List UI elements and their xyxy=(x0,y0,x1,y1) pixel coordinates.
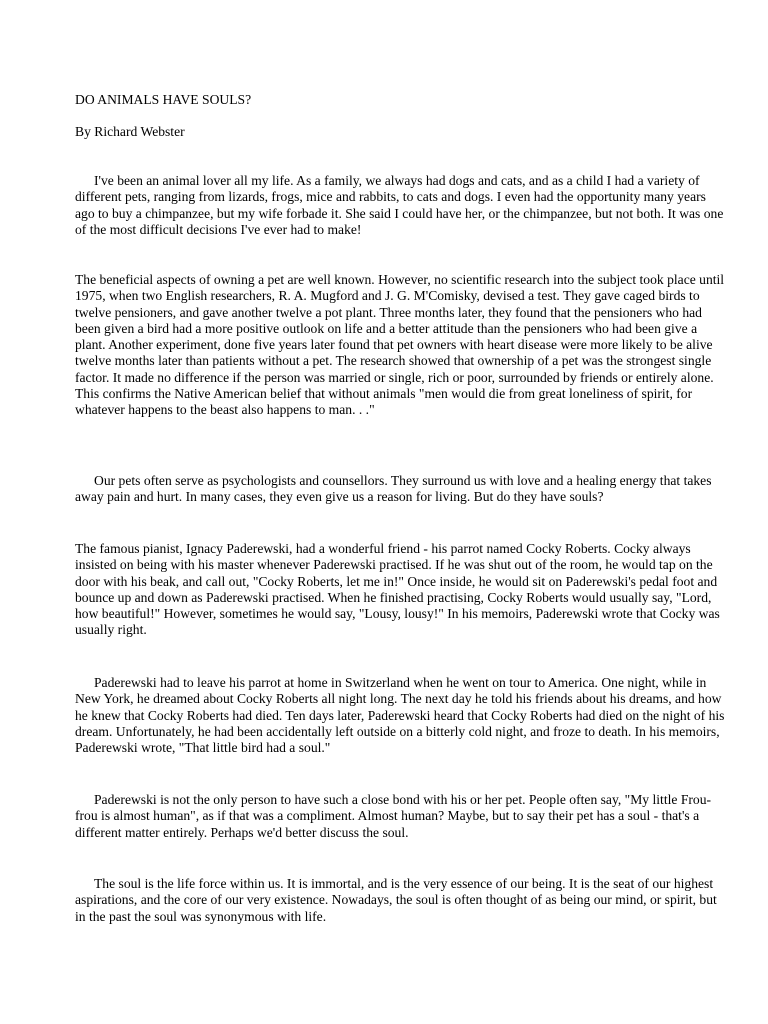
paragraph-3: Our pets often serve as psychologists and counsellors. They surround us with love and a healing energy that takes away pain and hurt. In many cases, they even give us a reason for living. But do they have souls? xyxy=(75,473,712,505)
paragraph-6: Paderewski is not the only person to have such a close bond with his or her pet. People often say, "My little Frou-frou is almost human", as if that was a compliment. Almost human? Maybe, but to say their pet has a soul - that's a different matter entirely. Perhaps we'd better discuss the soul. xyxy=(75,792,712,840)
paragraph-5: Paderewski had to leave his parrot at home in Switzerland when he went on tour to America. One night, while in New York, he dreamed about Cocky Roberts all night long. The next day he told his friends about his dreams, and how he knew that Cocky Roberts had died. Ten days later, Paderewski heard that Cocky Roberts had died on the night of his dream. Unfortunately, he had been accidentally left outside on a bitterly cold night, and froze to death. In his memoirs, Paderewski wrote, "That little bird had a soul." xyxy=(75,675,725,756)
paragraph-2: The beneficial aspects of owning a pet are well known. However, no scientific research into the subject took place until 1975, when two English researchers, R. A. Mugford and J. G. M'Comisky, devised a test. They gave caged birds to twelve pensioners, and gave another twelve a pot plant. Three months later, they found that the pensioners who had been given a bird had a more positive outlook on life and a better attitude than the pensioners who had been give a plant. Another experiment, done five years later found that pet owners with heart disease were more likely to be alive twelve months later than patients without a pet. The research showed that ownership of a pet was the strongest single factor. It made no difference if the person was married or single, rich or poor, surrounded by friends or entirely alone. This confirms the Native American belief that without animals "men would die from great loneliness of spirit, for whatever happens to the beast also happens to man. . ." xyxy=(75,272,725,418)
document-byline: By Richard Webster xyxy=(75,124,185,139)
paragraph-1: I've been an animal lover all my life. As a family, we always had dogs and cats, and as a child I had a variety of different pets, ranging from lizards, frogs, mice and rabbits, to cats and dogs. I even had the opportunity many years ago to buy a chimpanzee, but my wife forbade it. She said I could have her, or the chimpanzee, but not both. It was one of the most difficult decisions I've ever had to make! xyxy=(75,173,724,237)
paragraph-7: The soul is the life force within us. It is immortal, and is the very essence of our being. It is the seat of our highest aspirations, and the core of our very existence. Nowadays, the soul is often thought of as being our mind, or spirit, but in the past the soul was synonymous with life. xyxy=(75,876,717,924)
paragraph-4: The famous pianist, Ignacy Paderewski, had a wonderful friend - his parrot named Cocky Roberts. Cocky always insisted on being with his master whenever Paderewski practised. If he was shut out of the room, he would tap on the door with his beak, and call out, "Cocky Roberts, let me in!" Once inside, he would sit on Paderewski's pedal foot and bounce up and down as Paderewski practised. When he finished practising, Cocky Roberts would usually say, "Lord, how beautiful!" However, sometimes he would say, "Lousy, lousy!" In his memoirs, Paderewski wrote that Cocky was usually right. xyxy=(75,541,720,638)
document-title: DO ANIMALS HAVE SOULS? xyxy=(75,92,252,107)
